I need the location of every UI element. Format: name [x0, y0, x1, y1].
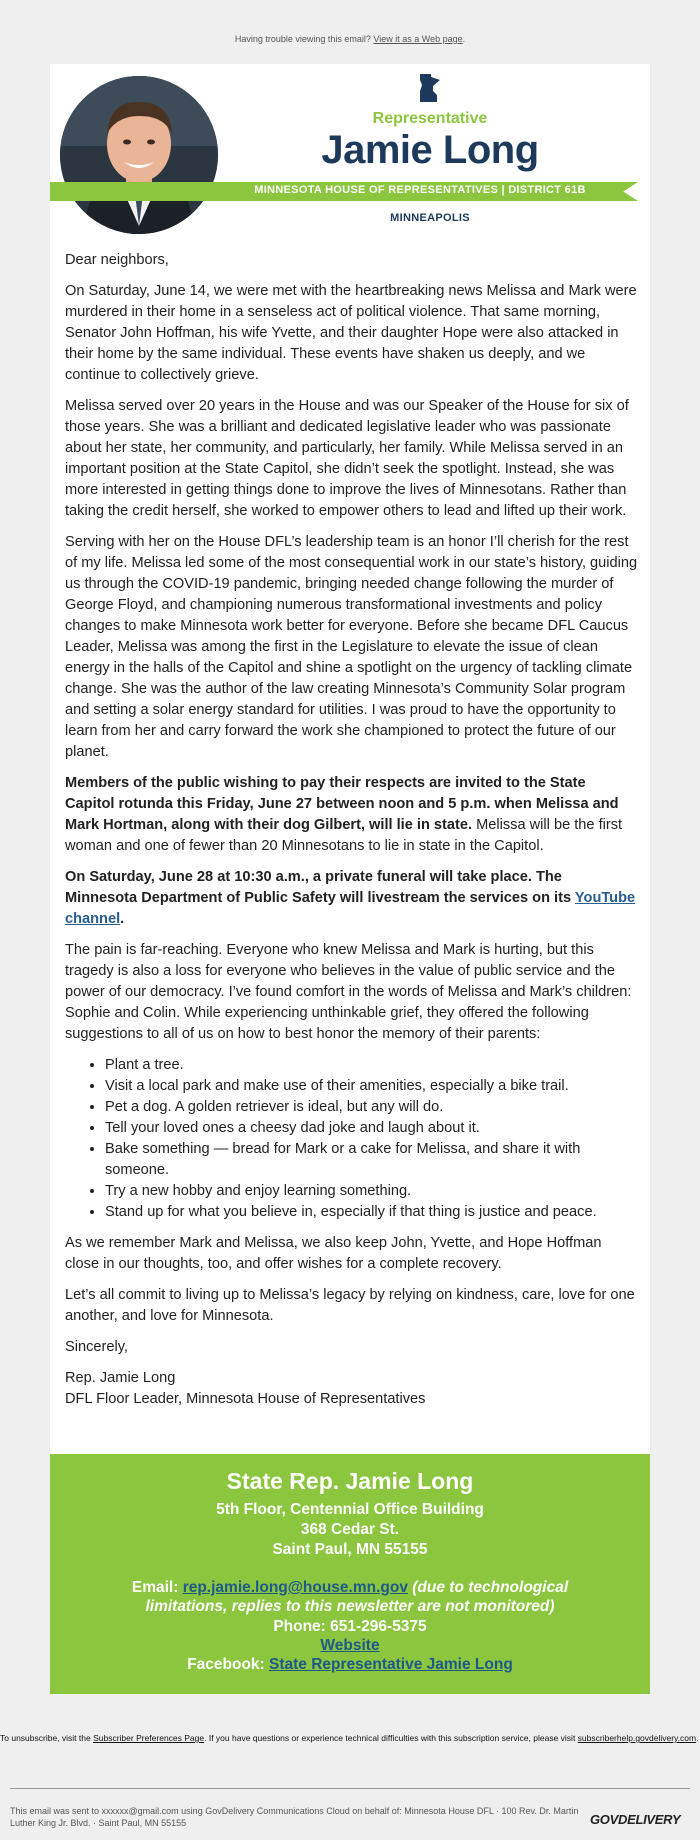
list-item: • Visit a local park and make use of their amenities, especially a bike trail. — [105, 1076, 638, 1097]
funeral-text: On Saturday, June 28 at 10:30 a.m., a private funeral will take place. The Minnesota Department of Public Safety will livestream the services on its — [65, 869, 575, 906]
paragraph-3: Serving with her on the House DFL’s leadership team is an honor I’ll cherish for the rest of my life. Melissa led some of the most consequential work in our state’s history, guiding us through the COVID-19 pandemic, bringing needed change following the murder of George Floyd, and championing numerous transformational investments and policy changes to make Minnesota work better for everyone. Before she became DFL Caucus Leader, Melissa was among the first in the Legislature to elevate the issue of clean energy in the halls of the Capitol and shine a spotlight on the urgency of tackling climate change. She was the author of the law creating Minnesota’s Community Solar program and setting a solar energy standard for utilities. I was proud to have the opportunity to learn from her and carry forward the work she championed to protect the future of our planet. — [65, 534, 638, 760]
footer-address-3: Saint Paul, MN 55155 — [272, 1541, 428, 1558]
suggestions-list — [65, 1055, 638, 1223]
letter-body — [65, 250, 638, 1410]
subscriber-help-link[interactable]: subscriberhelp.govdelivery.com — [577, 1733, 697, 1743]
website-link[interactable]: Website — [320, 1637, 380, 1654]
unsubscribe-text-3: . — [696, 1733, 699, 1743]
paragraph-2: Melissa served over 20 years in the House and was our Speaker of the House for six of those years. She was a brilliant and dedicated legislative leader who was passionate about her state, her community, and particularly, her family. While Melissa served in an important position at the State Capitol, she didn’t seek the spotlight. Instead, she was more interested in getting things done to improve the lives of Minnesotans. Rather than taking the credit herself, she worked to empower others to lead and lifted up their work. — [65, 398, 629, 519]
view-online-bar — [0, 34, 700, 44]
list-item: • Tell your loved ones a cheesy dad joke and laugh about it. — [105, 1118, 638, 1139]
list-item: • Stand up for what you believe in, especially if that thing is justice and peace. — [105, 1202, 638, 1223]
facebook-label: Facebook: — [187, 1656, 270, 1673]
view-online-text: Having trouble viewing this email? — [234, 34, 371, 44]
view-online-tail: . — [462, 34, 466, 44]
signature-title: DFL Floor Leader, Minnesota House of Representatives — [65, 1391, 426, 1407]
sent-notice: This email was sent to xxxxxx@gmail.com using GovDelivery Communications Cloud on behalf of: Minnesota House DFL · 100 Rev. Dr. Martin Luther King Jr. Blvd. · Saint Paul, MN 55155 — [10, 1806, 579, 1828]
representative-photo — [60, 76, 218, 234]
paragraph-5 — [65, 867, 638, 930]
signature-name: Rep. Jamie Long — [65, 1370, 176, 1386]
minnesota-state-icon — [418, 74, 440, 102]
paragraph-1: On Saturday, June 14, we were met with the heartbreaking news Melissa and Mark were murdered in their home in a senseless act of political violence. That same morning, Senator John Hoffman, his wife Yvette, and their daughter Hope were also attacked in their home by the same individual. These events have shaken us deeply, and we continue to collectively grieve. — [65, 283, 637, 383]
list-item: • Pet a dog. A golden retriever is ideal, but any will do. — [105, 1097, 638, 1118]
facebook-link[interactable]: State Representative Jamie Long — [269, 1656, 513, 1673]
paragraph-4 — [65, 773, 638, 857]
email-label: Email: — [131, 1579, 183, 1596]
paragraph-7: As we remember Mark and Melissa, we also keep John, Yvette, and Hope Hoffman close in our thoughts, too, and offer wishes for a complete recovery. — [65, 1235, 602, 1272]
lie-in-state-announcement: Members of the public wishing to pay their respects are invited to the State Capitol rotunda this Friday, June 27 between noon and 5 p.m. when Melissa and Mark Hortman, along with their dog Gilbert, will lie in state. — [65, 775, 619, 833]
paragraph-6: The pain is far-reaching. Everyone who knew Melissa and Mark is hurting, but this tragedy is also a loss for everyone who believes in the value of public service and the power of our democracy. I’ve found comfort in the words of Melissa and Mark’s children: Sophie and Colin. While experiencing unthinkable grief, they offered the following suggestions to all of us on how to best honor the memory of their parents: — [65, 942, 632, 1042]
city-label: MINNEAPOLIS — [390, 212, 470, 224]
funeral-announcement — [65, 869, 635, 927]
representative-name: Jamie Long — [321, 128, 539, 172]
list-item: • Try a new hobby and enjoy learning something. — [105, 1181, 638, 1202]
closing: Sincerely, — [65, 1339, 128, 1355]
representative-label: Representative — [372, 110, 488, 127]
footer-name: State Rep. Jamie Long — [226, 1468, 474, 1494]
paragraph-4-rest: Melissa will be the first woman and one of fewer than 20 Minnesotans to lie in state in the Capitol. — [65, 817, 623, 854]
funeral-tail: . — [120, 911, 125, 927]
unsubscribe-text-1: To unsubscribe, visit the — [0, 1733, 94, 1743]
view-web-page-link[interactable]: View it as a Web page — [373, 34, 463, 44]
unsubscribe-text-2: . If you have questions or experience technical difficulties with this subscription service, please visit — [204, 1733, 578, 1743]
subscriber-preferences-link[interactable]: Subscriber Preferences Page — [93, 1733, 205, 1743]
footer-facebook-line — [50, 1656, 650, 1674]
greeting: Dear neighbors, — [65, 252, 169, 268]
footer-address-2: 368 Cedar St. — [300, 1521, 400, 1538]
paragraph-8: Let’s all commit to living up to Melissa’s legacy by relying on kindness, care, love for one another, and love for Minnesota. — [65, 1287, 635, 1324]
signature — [65, 1368, 638, 1410]
divider — [10, 1788, 690, 1789]
contact-footer — [50, 1454, 650, 1694]
footer-phone: Phone: 651-296-5375 — [273, 1618, 427, 1635]
district-ribbon-text: MINNESOTA HOUSE OF REPRESENTATIVES | DISTRICT 61B — [254, 184, 586, 196]
footer-address-1: 5th Floor, Centennial Office Building — [216, 1501, 484, 1518]
footer-email-line — [50, 1578, 650, 1616]
youtube-channel-link[interactable]: YouTube channel — [65, 890, 636, 927]
unsubscribe-notice — [0, 1732, 700, 1744]
email-note: (due to technological limitations, replies to this newsletter are not monitored) — [145, 1579, 569, 1615]
footer-website-line — [50, 1637, 650, 1655]
list-item: • Bake something — bread for Mark or a cake for Melissa, and share it with someone. — [105, 1139, 638, 1181]
list-item: • Plant a tree. — [105, 1055, 638, 1076]
govdelivery-logo: GOVDELIVERY — [590, 1812, 681, 1827]
email-link[interactable]: rep.jamie.long@house.mn.gov — [182, 1579, 408, 1596]
